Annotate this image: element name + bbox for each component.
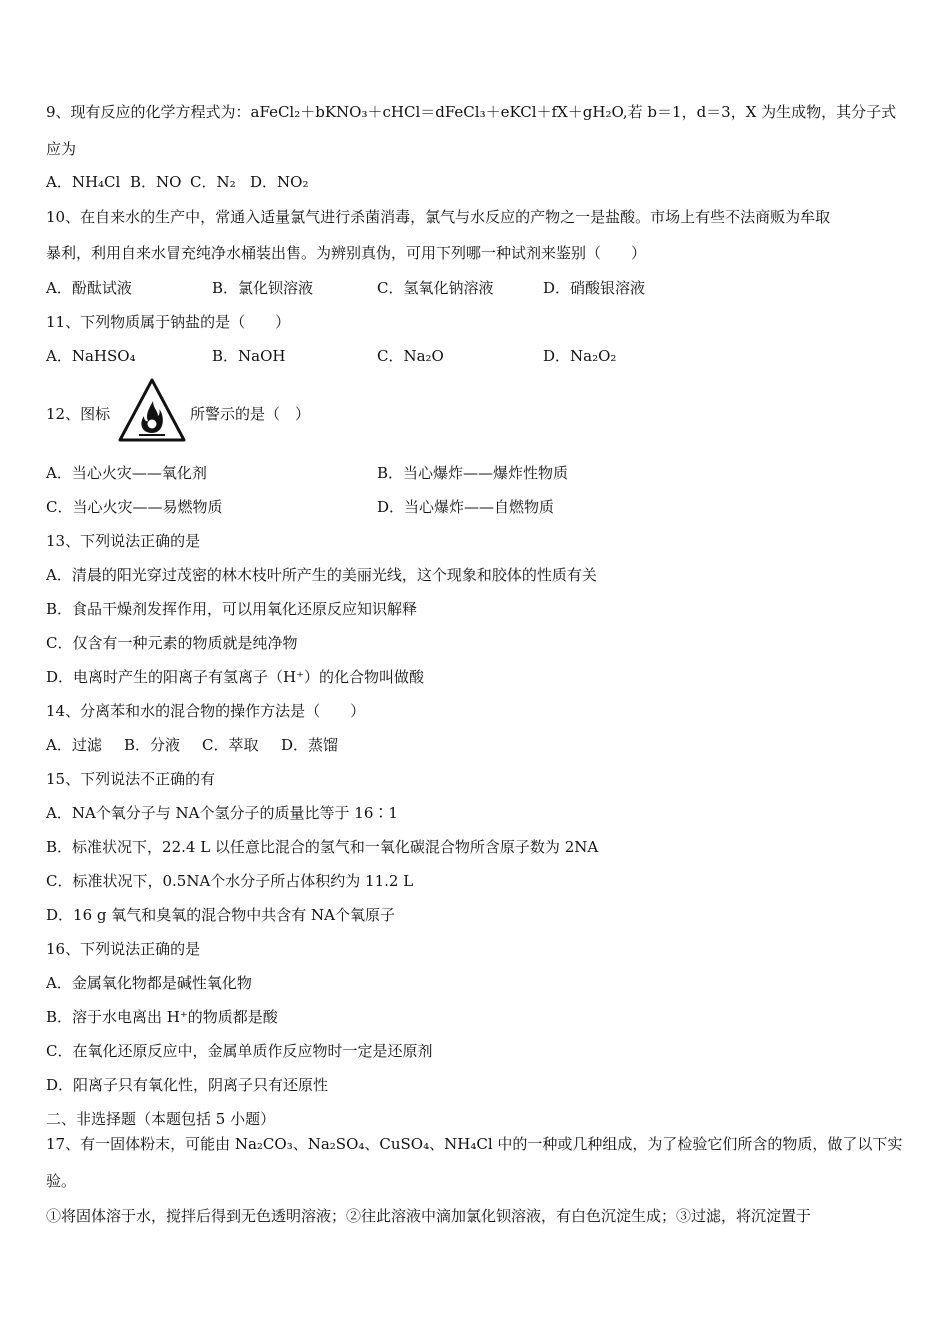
q13-option-b: B．食品干燥剂发挥作用，可以用氧化还原反应知识解释	[46, 600, 418, 618]
q14-option-b: B．分液	[124, 736, 181, 754]
flammable-hazard-icon	[117, 377, 187, 443]
q12-option-c: C．当心火灾——易燃物质	[46, 498, 223, 516]
q9-stem-line2: 应为	[46, 140, 77, 158]
q9-option-a: A．NH₄Cl	[46, 173, 121, 191]
q13-option-d: D．电离时产生的阳离子有氢离子（H⁺）的化合物叫做酸	[46, 668, 425, 686]
q10-option-b: B．氯化钡溶液	[212, 279, 314, 297]
q13-option-c: C．仅含有一种元素的物质就是纯净物	[46, 634, 298, 652]
q10-option-a: A．酚酞试液	[46, 279, 132, 297]
q16-option-d: D．阳离子只有氧化性，阴离子只有还原性	[46, 1076, 329, 1094]
q12-option-d: D．当心爆炸——自燃物质	[377, 498, 555, 516]
q16-stem: 16、下列说法正确的是	[46, 940, 201, 958]
q9-option-b: B．NO	[130, 173, 182, 191]
q15-stem: 15、下列说法不正确的有	[46, 770, 216, 788]
q15-option-a: A．NA个氧分子与 NA个氢分子的质量比等于 16∶1	[46, 804, 398, 822]
q10-option-d: D．硝酸银溶液	[543, 279, 646, 297]
q16-option-a: A．金属氧化物都是碱性氧化物	[46, 974, 252, 992]
q12-stem-before: 12、图标	[46, 405, 111, 423]
q14-option-a: A．过滤	[46, 736, 102, 754]
q11-option-d: D．Na₂O₂	[543, 347, 617, 365]
q9-option-c: C．N₂	[190, 173, 236, 191]
q12-stem-after: 所警示的是（ ）	[190, 405, 311, 423]
q15-option-c: C．标准状况下，0.5NA个水分子所占体积约为 11.2 L	[46, 872, 414, 890]
q15-option-d: D．16 g 氧气和臭氧的混合物中共含有 NA个氧原子	[46, 906, 395, 924]
q13-option-a: A．清晨的阳光穿过茂密的林木枝叶所产生的美丽光线，这个现象和胶体的性质有关	[46, 566, 597, 584]
q10-stem-line1: 10、在自来水的生产中，常通入适量氯气进行杀菌消毒，氯气与水反应的产物之一是盐酸。市场上有些不法商贩为牟取	[46, 208, 831, 226]
q15-option-b: B．标准状况下，22.4 L 以任意比混合的氢气和一氧化碳混合物所含原子数为 2NA	[46, 838, 599, 856]
q17-stem-line2: 验。	[46, 1172, 77, 1190]
q9-option-d: D．NO₂	[250, 173, 309, 191]
q12-option-a: A．当心火灾——氧化剂	[46, 464, 207, 482]
q11-option-b: B．NaOH	[212, 347, 286, 365]
q10-option-c: C．氢氧化钠溶液	[377, 279, 494, 297]
q14-option-c: C．萃取	[202, 736, 259, 754]
q17-stem-line1: 17、有一固体粉末，可能由 Na₂CO₃、Na₂SO₄、CuSO₄、NH₄Cl 中的一种或几种组成，为了检验它们所含的物质，做了以下实	[46, 1135, 903, 1153]
q17-stem-line3: ①将固体溶于水，搅拌后得到无色透明溶液；②往此溶液中滴加氯化钡溶液，有白色沉淀生成；③过滤，将沉淀置于	[46, 1207, 812, 1225]
q9-stem-line1: 9、现有反应的化学方程式为：aFeCl₂＋bKNO₃＋cHCl＝dFeCl₃＋eKCl＋fX＋gH₂O,若 b＝1，d＝3，X 为生成物，其分子式	[46, 103, 897, 121]
q12-option-b: B．当心爆炸——爆炸性物质	[377, 464, 569, 482]
q10-stem-line2: 暴利，利用自来水冒充纯净水桶装出售。为辨别真伪，可用下列哪一种试剂来鉴别（ ）	[46, 244, 647, 262]
q16-option-c: C．在氧化还原反应中，金属单质作反应物时一定是还原剂	[46, 1042, 433, 1060]
q11-stem: 11、下列物质属于钠盐的是（ ）	[46, 313, 291, 331]
q11-option-a: A．NaHSO₄	[46, 347, 136, 365]
q16-option-b: B．溶于水电离出 H⁺的物质都是酸	[46, 1008, 278, 1026]
q14-option-d: D．蒸馏	[281, 736, 339, 754]
q13-stem: 13、下列说法正确的是	[46, 532, 201, 550]
q14-stem: 14、分离苯和水的混合物的操作方法是（ ）	[46, 702, 366, 720]
q11-option-c: C．Na₂O	[377, 347, 444, 365]
section-heading: 二、非选择题（本题包括 5 小题）	[46, 1110, 276, 1128]
